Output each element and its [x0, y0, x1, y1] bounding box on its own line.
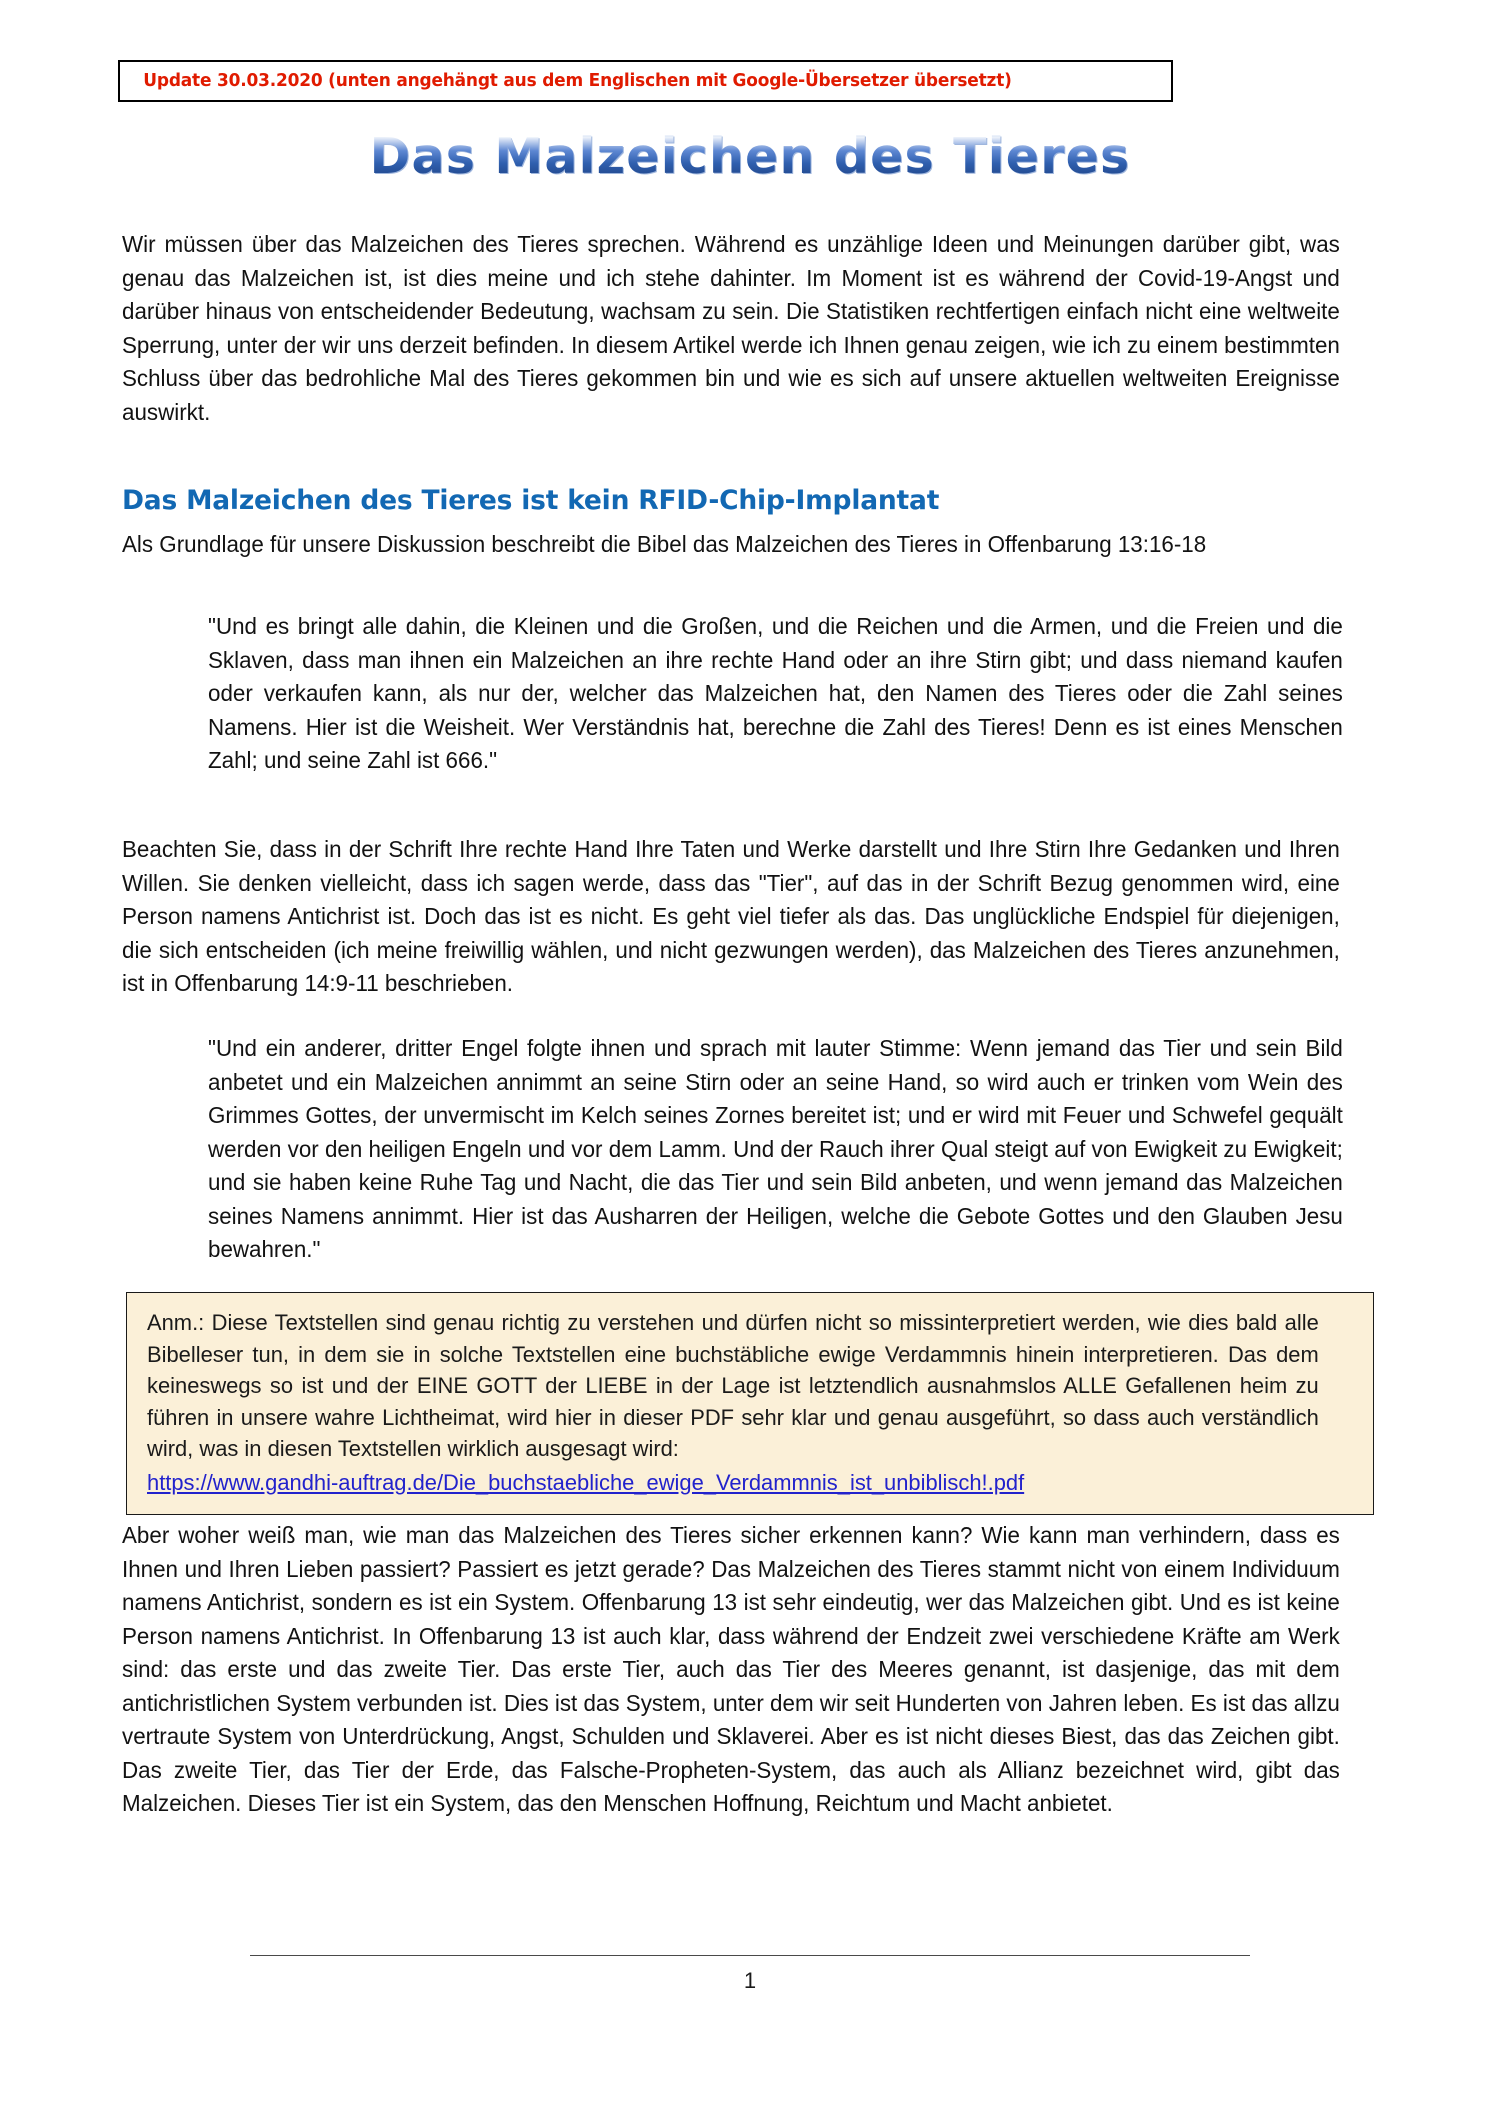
revelation-14-quote: "Und ein anderer, dritter Engel folgte ihnen und sprach mit lauter Stimme: Wenn jemand das Tier und sein Bild anbetet und ein Malzeichen annimmt an seine Stirn oder an seine Hand, so wird auch er trinken vom Wein des Grimmes Gottes, der unvermischt im Kelch seines Zornes bereitet ist; und er wird mit Feuer und Schwefel gequält werden vor den heiligen Engeln und vor dem Lamm. Und der Rauch ihrer Qual steigt auf von Ewigkeit zu Ewigkeit; und sie haben keine Ruhe Tag und Nacht, die das Tier und sein Bild anbeten, und wenn jemand das Malzeichen seines Namens annimmt. Hier ist das Ausharren der Heiligen, welche die Gebote Gottes und den Glauben Jesu bewahren.": [208, 1035, 1343, 1262]
revelation-13-quote: "Und es bringt alle dahin, die Kleinen und die Großen, und die Reichen und die Armen, und die Freien und die Sklaven, dass man ihnen ein Malzeichen an ihre rechte Hand oder an ihre Stirn gibt; und dass niemand kaufen oder verkaufen kann, als nur der, welcher das Malzeichen hat, den Namen des Tieres oder die Zahl seines Namens. Hier ist die Weisheit. Wer Verständnis hat, berechne die Zahl des Tieres! Denn es ist eines Menschen Zahl; und seine Zahl ist 666.": [208, 613, 1343, 773]
basis-paragraph-block: [122, 528, 1384, 562]
beachten-paragraph-block: [122, 833, 1384, 1001]
section-heading: Das Malzeichen des Tieres ist kein RFID-Chip-Implantat: [122, 485, 940, 516]
beachten-paragraph: Beachten Sie, dass in der Schrift Ihre rechte Hand Ihre Taten und Werke darstellt und Ihre Stirn Ihre Gedanken und Ihren Willen. Sie denken vielleicht, dass ich sagen werde, dass das "Tier", auf das in der Schrift Bezug genommen wird, eine Person namens Antichrist ist. Doch das ist es nicht. Es geht viel tiefer als das. Das unglückliche Endspiel für diejenigen, die sich entscheiden (ich meine freiwillig wählen, und nicht gezwungen werden), das Malzeichen des Tieres anzunehmen, ist in Offenbarung 14:9-11 beschrieben.: [122, 836, 1340, 996]
revelation-14-quote-block: [122, 1032, 1384, 1267]
footer-page-number: 1: [743, 1968, 757, 1993]
intro-paragraph-block: [122, 228, 1384, 429]
aber-paragraph-block: [122, 1519, 1384, 1821]
footer-divider: [250, 1955, 1250, 1956]
aber-paragraph: Aber woher weiß man, wie man das Malzeichen des Tieres sicher erkennen kann? Wie kann man verhindern, dass es Ihnen und Ihren Lieben passiert? Passiert es jetzt gerade? Das Malzeichen des Tieres stammt nicht von einem Individuum namens Antichrist, sondern es ist ein System. Offenbarung 13 ist sehr eindeutig, wer das Malzeichen gibt. Und es ist keine Person namens Antichrist. In Offenbarung 13 ist auch klar, dass während der Endzeit zwei verschiedene Kräfte am Werk sind: das erste und das zweite Tier. Das erste Tier, auch das Tier des Meeres genannt, ist dasjenige, das mit dem antichristlichen System verbunden ist. Dies ist das System, unter dem wir seit Hunderten von Jahren leben. Es ist das allzu vertraute System von Unterdrückung, Angst, Schulden und Sklaverei. Aber es ist nicht dieses Biest, das das Zeichen gibt. Das zweite Tier, das Tier der Erde, das Falsche-Propheten-System, das auch als Allianz bezeichnet wird, gibt das Malzeichen. Dieses Tier ist ein System, das den Menschen Hoffnung, Reichtum und Macht anbietet.: [122, 1522, 1340, 1816]
intro-paragraph: Wir müssen über das Malzeichen des Tieres sprechen. Während es unzählige Ideen und Meinungen darüber gibt, was genau das Malzeichen ist, ist dies meine und ich stehe dahinter. Im Moment ist es während der Covid-19-Angst und darüber hinaus von entscheidender Bedeutung, wachsam zu sein. Die Statistiken rechtfertigen einfach nicht eine weltweite Sperrung, unter der wir uns derzeit befinden. In diesem Artikel werde ich Ihnen genau zeigen, wie ich zu einem bestimmten Schluss über das bedrohliche Mal des Tieres gekommen bin und wie es sich auf unsere aktuellen weltweiten Ereignisse auswirkt.: [122, 231, 1340, 425]
annotation-note-box: [126, 1292, 1374, 1515]
note-box-inner: [126, 1292, 1374, 1515]
page-title: Das Malzeichen des Tieres: [369, 128, 1131, 185]
revelation-13-quote-block: [122, 610, 1384, 778]
note-box-link[interactable]: https://www.gandhi-auftrag.de/Die_buchstaebliche_ewige_Verdammnis_ist_unbiblisch!.pdf: [147, 1469, 1025, 1495]
section-heading-block: [122, 485, 1384, 516]
update-notice-text: Update 30.03.2020 (unten angehängt aus dem Englischen mit Google-Übersetzer übersetzt): [143, 71, 1012, 91]
update-notice-box: [118, 60, 1173, 102]
basis-paragraph: Als Grundlage für unsere Diskussion beschreibt die Bibel das Malzeichen des Tieres in Offenbarung 13:16-18: [122, 531, 1207, 557]
document-title-container: [0, 128, 1500, 185]
note-box-text: Anm.: Diese Textstellen sind genau richtig zu verstehen und dürfen nicht so missinterpretiert werden, wie dies bald alle Bibelleser tun, in dem sie in solche Textstellen eine buchstäbliche ewige Verdammnis hinein interpretieren. Das dem keineswegs so ist und der EINE GOTT der LIEBE in der Lage ist letztendlich ausnahmslos ALLE Gefallenen heim zu führen in unsere wahre Lichtheimat, wird hier in dieser PDF sehr klar und genau ausgeführt, so dass auch verständlich wird, was in diesen Textstellen wirklich ausgesagt wird:: [147, 1310, 1319, 1461]
